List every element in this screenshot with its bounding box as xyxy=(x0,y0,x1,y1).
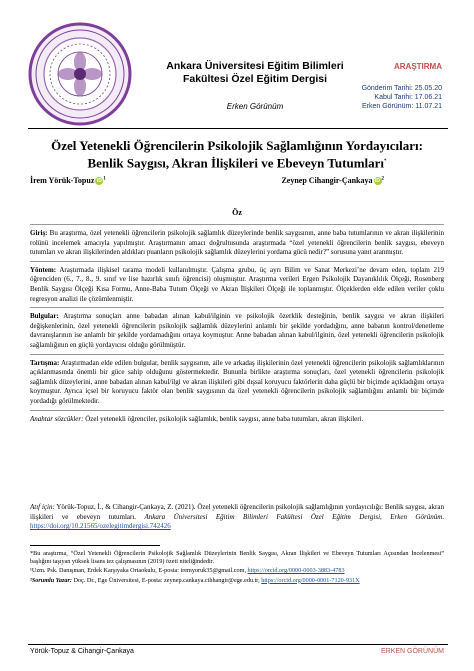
method-label: Yöntem: xyxy=(30,265,57,274)
article-title xyxy=(30,138,444,171)
published-date: Erken Görünüm: 11.07.21 xyxy=(361,103,442,110)
header-divider xyxy=(28,128,448,129)
footnote-2-text: Doç. Dr., Ege Üniversitesi, E-posta: zeynep.cankaya.cihhangir@ege.edu.tr, xyxy=(71,576,262,584)
author-1 xyxy=(30,176,106,185)
journal-logo-icon xyxy=(28,22,132,126)
footnote-divider xyxy=(30,545,160,546)
author-list xyxy=(30,176,444,190)
author-1-mark: 1 xyxy=(103,176,106,182)
intro-text: Bu araştırma, özel yetenekli öğrencilerin psikolojik sağlamlık düzeylerinde benlik saygısının, anne baba tutumlarının ve akran ilişkilerinin rolünü incelemek amacıyla yapılmıştır. Araştırmanın amacı doğrultusunda araştırmada “özel yetenekli öğrencilerin benlik saygısı, ebeveyn tutumları ve akran ilişkilerinden aldıkları puanların psikolojik sağlamlık düzeylerini yordama gücü nedir?” sorusuna yanıt aranmıştır. xyxy=(30,229,444,257)
abstract-top-rule xyxy=(30,224,444,225)
journal-title-block xyxy=(160,60,350,111)
title-line1: Özel Yetenekli Öğrencilerin Psikolojik Sağlamlığının Yordayıcıları: xyxy=(51,138,423,153)
journal-name-line1: Ankara Üniversitesi Eğitim Bilimleri xyxy=(166,60,344,72)
early-view-label: Erken Görünüm xyxy=(226,102,284,111)
footer-authors: Yörük-Topuz & Cihangir-Çankaya xyxy=(30,648,134,655)
discussion-text: Araştırmadan elde edilen bulgular, benlik saygısının, aile ve arkadaş ilişkilerinin özel yetenekli öğrencilerin psikolojik sağlamlıklarının açıklanmasında önemli bir güce sahip olduğunu göstermektedir. Bununla birlikte araştırma sonuçları, özel yetenekli öğrencilerin psikolojik sağlamlık düzeylerini, anne babadan alınan kabul/ilgi ve akran ilişkileri gibi dışsal koruyucu faktörlerin daha güçlü bir biçimde açıkladığını ortaya koymuştur. Ayrıca içsel bir koruyucu faktör olan benlik saygısının da özel yetenekli öğrencilerin psikolojik sağlamlığını anlamlı bir biçimde yordadığı görülmektedir. xyxy=(30,358,444,405)
submitted-date: Gönderim Tarihi: 25.05.20 xyxy=(361,85,442,92)
abstract-results xyxy=(30,312,444,350)
footer-divider xyxy=(28,644,448,645)
article-dates xyxy=(362,84,442,111)
orcid-icon[interactable]: iD xyxy=(96,178,102,185)
doi-link[interactable]: https://doi.org/10.21565/ozelegitimdergisi.742426 xyxy=(30,522,171,531)
discussion-label: Tartışma: xyxy=(30,358,60,367)
abstract-method xyxy=(30,266,444,304)
footnote-2-label: ²Sorumlu Yazar: xyxy=(30,576,72,584)
abstract xyxy=(30,221,444,427)
footer-early-view: ERKEN GÖRÜNÜM xyxy=(380,648,444,655)
author-2-name: Zeynep Cihangir-Çankaya xyxy=(281,176,373,185)
footnote-2 xyxy=(30,577,444,585)
orcid-icon[interactable]: iD xyxy=(375,178,380,185)
citation-label: Atıf için: xyxy=(30,503,55,511)
author-1-name: İrem Yörük-Topuz xyxy=(30,176,95,185)
footnote-star: *Bu araştırma, “Özel Yetenekli Öğrencilerin Psikolojik Sağlamlık Düzeylerinin Benlik Saygısı, Akran İlişkileri ve Ebeveyn Tutumları Açısından İncelenmesi” başlığını taşıyan yüksek lisans tez çalışmasının (2019) özeti niteliğindedir. xyxy=(30,550,444,566)
citation-sep: . xyxy=(442,512,445,521)
title-line2-wrap xyxy=(30,154,444,171)
author-1-orcid-link[interactable]: https://orcid.org/0000-0003-3883-4783 xyxy=(247,567,345,575)
results-text: Araştırma sonuçları anne babadan alınan kabul/ilginin ve psikolojik özerklik desteğinin, benlik saygısı ve akran ilişkileri değişkenlerinin, özel yetenekli öğrencilerin psikolojik sağlamlık düzeylerini anlamlı bir şekilde yordadığını, anne babanın kontrol/denetleme davranışlarının ise anlamlı bir şekilde yordamadığını ortaya koymuştur. Anne babadan alınan kabul/ilginin, özel yetenekli öğrencilerin psikolojik sağlamlığının en güçlü yordayıcısı olduğu görülmüştür. xyxy=(30,312,444,349)
citation-journal: Ankara Üniversitesi Eğitim Bilimleri Fakültesi Özel Eğitim Dergisi, Erken Görünüm xyxy=(144,512,443,521)
article-type: ARAŞTIRMA xyxy=(394,62,442,71)
keywords-label: Anahtar sözcükler: xyxy=(30,414,84,423)
footnote-1-text: ¹Uzm. Psk. Danışman, Erdek Karşıyaka Ortaokulu, E-posta: iremyoruk35@gmail.com, xyxy=(30,567,248,575)
citation-text: Yörük-Topuz, İ., & Cihangir-Çankaya, Z. (2021). Özel yetenekli öğrencilerin psikolojik sağlamlığının yordayıcılığı: Benlik saygısı, akran ilişkileri ve ebeveyn tutumları. xyxy=(30,503,444,521)
abstract-rule xyxy=(30,354,444,355)
results-label: Bulgular: xyxy=(30,312,59,321)
author-2-mark: 2 xyxy=(381,176,384,182)
abstract-discussion xyxy=(30,359,444,407)
accepted-date: Kabul Tarihi: 17.06.21 xyxy=(374,94,442,101)
journal-header xyxy=(28,22,448,122)
method-text: Araştırmada ilişkisel tarama modeli kullanılmıştır. Çalışma grubu, üç ayrı Bilim ve Sanat Merkezi’ne devam eden, toplam 219 öğrenciden (6., 7., 8., 9. sınıf ve lise hazırlık sınıfı öğrencisi) oluşmuştur. Araştırma verileri Ergen Psikolojik Dayanıklılık Ölçeği, Rosenberg Benlik Saygısı Ölçeği Kısa Formu, Anne-Baba Tutum Ölçeği ve Akran İlişkileri Ölçeği ile toplanmıştır. Ölçeklerden elde edilen veriler çoklu regresyon analizi ile çözümlenmiştir. xyxy=(30,265,444,303)
footnote-1 xyxy=(30,567,444,575)
abstract-rule xyxy=(30,307,444,308)
abstract-intro xyxy=(30,229,444,258)
journal-name-line2: Fakültesi Özel Eğitim Dergisi xyxy=(182,73,328,85)
footnotes xyxy=(30,550,444,586)
author-2-orcid-link[interactable]: https://orcid.org/0000-0001-7120-931X xyxy=(261,576,360,584)
abstract-rule xyxy=(30,410,444,411)
abstract-rule xyxy=(30,261,444,262)
author-2 xyxy=(281,176,384,185)
keywords xyxy=(30,415,444,425)
intro-label: Giriş: xyxy=(30,229,48,237)
title-footnote-mark: * xyxy=(384,159,387,164)
abstract-heading: Öz xyxy=(232,208,242,217)
title-line2: Benlik Saygısı, Akran İlişkileri ve Ebeveyn Tutumları xyxy=(87,155,385,171)
citation xyxy=(30,503,444,532)
keywords-text: Özel yetenekli öğrenciler, psikolojik sağlamlık, benlik saygısı, anne baba tutumları, akran ilişkileri. xyxy=(83,414,364,423)
